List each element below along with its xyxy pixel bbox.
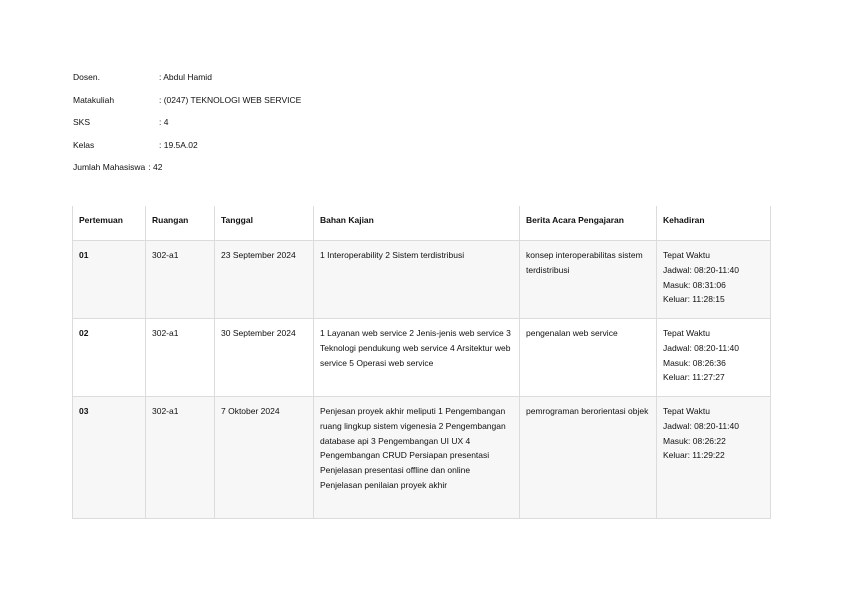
info-dosen bbox=[73, 72, 301, 95]
info-value: : 42 bbox=[148, 162, 163, 172]
attendance-jadwal: Jadwal: 08:20-11:40 bbox=[663, 342, 739, 353]
cell-berita-acara: pemrograman berorientasi objek bbox=[520, 397, 657, 519]
info-sks bbox=[73, 117, 301, 140]
attendance-jadwal: Jadwal: 08:20-11:40 bbox=[663, 264, 739, 275]
cell-pertemuan: 01 bbox=[73, 241, 146, 319]
info-label: SKS bbox=[73, 117, 91, 127]
attendance-masuk: Masuk: 08:26:36 bbox=[663, 357, 726, 368]
attendance-keluar: Keluar: 11:27:27 bbox=[663, 372, 725, 383]
table-row bbox=[73, 397, 771, 519]
attendance-jadwal: Jadwal: 08:20-11:40 bbox=[663, 420, 739, 431]
info-kelas bbox=[73, 140, 301, 163]
cell-pertemuan: 02 bbox=[73, 319, 146, 397]
schedule-table bbox=[72, 206, 771, 519]
info-label: Dosen. bbox=[73, 72, 100, 82]
info-matakuliah bbox=[73, 95, 301, 118]
attendance-status: Tepat Waktu bbox=[663, 406, 710, 416]
header-berita-acara: Berita Acara Pengajaran bbox=[520, 206, 657, 241]
cell-kehadiran bbox=[657, 319, 771, 397]
attendance-masuk: Masuk: 08:26:22 bbox=[663, 435, 726, 446]
info-label: Jumlah Mahasiswa bbox=[73, 162, 146, 172]
table-row bbox=[73, 241, 771, 319]
header-kehadiran: Kehadiran bbox=[657, 206, 771, 241]
cell-pertemuan: 03 bbox=[73, 397, 146, 519]
course-info bbox=[73, 72, 301, 185]
cell-tanggal: 7 Oktober 2024 bbox=[215, 397, 314, 519]
cell-berita-acara: konsep interoperabilitas sistem terdistribusi bbox=[520, 241, 657, 319]
header-tanggal: Tanggal bbox=[215, 206, 314, 241]
table-header-row bbox=[73, 206, 771, 241]
header-pertemuan: Pertemuan bbox=[73, 206, 146, 241]
info-jumlah bbox=[73, 162, 301, 185]
attendance-keluar: Keluar: 11:29:22 bbox=[663, 450, 725, 461]
header-bahan-kajian: Bahan Kajian bbox=[314, 206, 520, 241]
cell-ruangan: 302-a1 bbox=[146, 241, 215, 319]
table-row bbox=[73, 319, 771, 397]
cell-kehadiran bbox=[657, 241, 771, 319]
attendance-masuk: Masuk: 08:31:06 bbox=[663, 279, 726, 290]
info-label: Kelas bbox=[73, 139, 95, 150]
info-label: Matakuliah bbox=[73, 94, 115, 105]
cell-bahan-kajian: 1 Interoperability 2 Sistem terdistribusi bbox=[314, 241, 520, 319]
cell-kehadiran bbox=[657, 397, 771, 519]
attendance-keluar: Keluar: 11:28:15 bbox=[663, 294, 725, 305]
cell-berita-acara: pengenalan web service bbox=[520, 319, 657, 397]
info-value: : (0247) TEKNOLOGI WEB SERVICE bbox=[159, 94, 302, 105]
cell-ruangan: 302-a1 bbox=[146, 319, 215, 397]
attendance-status: Tepat Waktu bbox=[663, 328, 710, 338]
cell-ruangan: 302-a1 bbox=[146, 397, 215, 519]
attendance-status: Tepat Waktu bbox=[663, 250, 710, 260]
cell-bahan-kajian: 1 Layanan web service 2 Jenis-jenis web service 3 Teknologi pendukung web service 4 Arsitektur web service 5 Operasi web service bbox=[314, 319, 520, 397]
cell-bahan-kajian: Penjesan proyek akhir meliputi 1 Pengembangan ruang lingkup sistem vigenesia 2 Pengembangan database api 3 Pengembangan UI UX 4 Pengembangan CRUD Persiapan presentasi Penjelasan presentasi offline dan online Penjelasan penilaian proyek akhir bbox=[314, 397, 520, 519]
cell-tanggal: 30 September 2024 bbox=[215, 319, 314, 397]
header-ruangan: Ruangan bbox=[146, 206, 215, 241]
info-value: : Abdul Hamid bbox=[159, 72, 212, 82]
info-value: : 4 bbox=[159, 117, 169, 127]
cell-tanggal: 23 September 2024 bbox=[215, 241, 314, 319]
info-value: : 19.5A.02 bbox=[159, 139, 198, 150]
